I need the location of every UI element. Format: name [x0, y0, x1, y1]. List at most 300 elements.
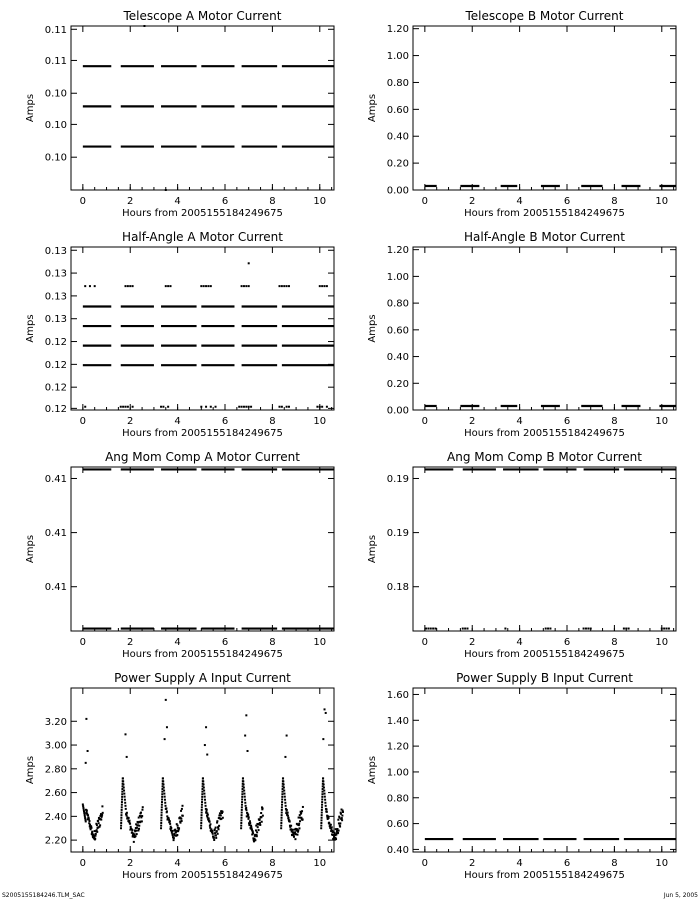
data-point	[245, 809, 247, 811]
data-point	[322, 738, 324, 740]
x-axis-label: Hours from 2005155184249675	[122, 208, 283, 219]
data-point	[205, 285, 207, 287]
x-tick-label: 10	[313, 416, 327, 427]
y-tick-label: 0.13	[44, 245, 67, 257]
x-tick-label: 10	[655, 196, 669, 207]
plot-frame	[413, 26, 676, 190]
data-point	[628, 628, 630, 630]
data-point	[321, 798, 323, 800]
data-point	[331, 826, 333, 828]
y-tick-label: 1.20	[386, 741, 409, 753]
data-point	[332, 831, 334, 833]
data-point	[625, 628, 627, 630]
data-point	[121, 798, 123, 800]
x-tick-label: 10	[655, 637, 669, 648]
x-tick-label: 6	[563, 196, 571, 207]
chart-title: Half-Angle B Motor Current	[464, 230, 625, 244]
y-axis-label: Amps	[367, 93, 378, 123]
data-point	[200, 406, 202, 408]
data-point	[286, 285, 288, 287]
x-tick-label: 2	[127, 196, 134, 207]
data-point	[241, 285, 243, 287]
data-point	[127, 406, 129, 408]
data-point	[549, 628, 551, 630]
data-point	[325, 805, 327, 807]
data-point	[161, 806, 163, 808]
data-point	[222, 817, 224, 819]
data-point	[122, 785, 124, 787]
y-tick-label: 0.13	[44, 291, 67, 303]
data-point	[241, 814, 243, 816]
data-point	[293, 836, 295, 838]
x-tick-label: 0	[79, 416, 87, 427]
data-point	[162, 778, 164, 780]
data-point	[140, 812, 142, 814]
data-point	[174, 829, 176, 831]
x-tick-label: 10	[313, 858, 327, 869]
data-point	[141, 815, 143, 817]
y-axis-label: Amps	[25, 534, 36, 564]
y-tick-label: 0.11	[44, 24, 67, 36]
data-point	[262, 807, 264, 809]
data-point	[324, 802, 326, 804]
plot-frame	[71, 26, 334, 190]
data-point	[342, 811, 344, 813]
y-tick-label: 0.19	[386, 528, 409, 540]
data-point	[583, 628, 585, 630]
data-point	[169, 820, 171, 822]
data-point	[181, 808, 183, 810]
data-point	[324, 793, 326, 795]
data-point	[216, 820, 218, 822]
x-tick-label: 8	[269, 637, 276, 648]
data-point	[281, 809, 283, 811]
data-point	[200, 827, 202, 829]
data-point	[259, 822, 261, 824]
data-point	[205, 726, 207, 728]
data-point	[215, 835, 217, 837]
data-point	[290, 825, 292, 827]
data-point	[96, 831, 98, 833]
data-point	[241, 796, 243, 798]
data-point	[166, 810, 168, 812]
data-point	[322, 785, 324, 787]
data-point	[129, 285, 131, 287]
data-point	[172, 834, 174, 836]
x-tick-label: 8	[611, 637, 618, 648]
data-point	[281, 796, 283, 798]
data-point	[136, 827, 138, 829]
y-tick-label: 0.12	[44, 382, 67, 394]
data-point	[256, 831, 258, 833]
data-point	[201, 793, 203, 795]
data-point	[215, 837, 217, 839]
data-point	[320, 822, 322, 824]
data-point	[204, 802, 206, 804]
data-point	[256, 835, 258, 837]
data-point	[324, 799, 326, 801]
data-point	[282, 780, 284, 782]
x-axis-label: Hours from 2005155184249675	[122, 428, 283, 439]
data-point	[585, 628, 587, 630]
data-point	[160, 819, 162, 821]
data-point	[124, 796, 126, 798]
x-tick-label: 6	[221, 858, 229, 869]
data-point	[281, 791, 283, 793]
data-point	[169, 823, 171, 825]
data-point	[661, 628, 663, 630]
data-point	[325, 712, 327, 714]
y-tick-label: 0.60	[386, 325, 409, 337]
data-point	[90, 827, 92, 829]
data-point	[93, 835, 95, 837]
y-tick-label: 0.80	[386, 298, 409, 310]
data-point	[206, 754, 208, 756]
chart-title: Telescope A Motor Current	[123, 9, 282, 23]
data-point	[280, 819, 282, 821]
data-point	[124, 285, 126, 287]
data-point	[245, 714, 247, 716]
data-point	[164, 796, 166, 798]
data-point	[132, 406, 134, 408]
data-point	[121, 788, 123, 790]
data-point	[178, 827, 180, 829]
data-point	[131, 829, 133, 831]
x-tick-label: 10	[655, 416, 669, 427]
data-point	[321, 801, 323, 803]
data-point	[125, 808, 127, 810]
data-point	[279, 406, 281, 408]
data-point	[425, 628, 427, 630]
data-point	[86, 809, 88, 811]
y-tick-label: 0.12	[44, 337, 67, 349]
data-point	[281, 801, 283, 803]
data-point	[324, 285, 326, 287]
data-point	[124, 805, 126, 807]
data-point	[126, 815, 128, 817]
data-point	[250, 406, 252, 408]
data-point	[321, 804, 323, 806]
data-point	[161, 812, 163, 814]
data-point	[208, 817, 210, 819]
data-point	[94, 285, 96, 287]
chart-panel-8	[367, 671, 676, 881]
data-point	[121, 801, 123, 803]
data-point	[340, 813, 342, 815]
data-point	[241, 806, 243, 808]
chart-title: Ang Mom Comp A Motor Current	[105, 450, 300, 464]
chart-title: Telescope B Motor Current	[465, 9, 624, 23]
data-point	[165, 699, 167, 701]
data-point	[284, 799, 286, 801]
y-tick-label: 0.60	[386, 819, 409, 831]
y-tick-label: 0.41	[44, 473, 67, 485]
data-point	[213, 837, 215, 839]
data-point	[280, 825, 282, 827]
data-point	[161, 809, 163, 811]
data-point	[121, 806, 123, 808]
x-tick-label: 2	[127, 416, 134, 427]
data-point	[243, 285, 245, 287]
data-point	[180, 818, 182, 820]
x-tick-label: 6	[221, 416, 229, 427]
data-point	[427, 628, 429, 630]
data-point	[88, 820, 90, 822]
data-point	[220, 814, 222, 816]
y-tick-label: 0.80	[386, 77, 409, 89]
x-tick-label: 8	[269, 858, 276, 869]
data-point	[135, 830, 137, 832]
plot-frame	[71, 467, 334, 631]
data-point	[127, 285, 129, 287]
data-point	[160, 817, 162, 819]
data-point	[281, 285, 283, 287]
y-tick-label: 1.00	[386, 767, 409, 779]
data-point	[165, 805, 167, 807]
y-tick-label: 0.12	[44, 359, 67, 371]
data-point	[120, 817, 122, 819]
data-point	[242, 788, 244, 790]
y-tick-label: 1.40	[386, 715, 409, 727]
x-tick-label: 8	[611, 416, 618, 427]
data-point	[182, 815, 184, 817]
data-point	[129, 823, 131, 825]
data-point	[257, 826, 259, 828]
data-point	[202, 788, 204, 790]
data-point	[280, 827, 282, 829]
data-point	[123, 793, 125, 795]
data-point	[283, 793, 285, 795]
data-point	[243, 406, 245, 408]
y-tick-label: 0.11	[44, 55, 67, 67]
data-point	[215, 827, 217, 829]
data-point	[248, 816, 250, 818]
data-point	[281, 793, 283, 795]
data-point	[120, 819, 122, 821]
data-point	[122, 783, 124, 785]
data-point	[241, 804, 243, 806]
data-point	[299, 820, 301, 822]
data-point	[288, 406, 290, 408]
data-point	[122, 406, 124, 408]
data-point	[249, 820, 251, 822]
data-point	[590, 628, 592, 630]
chart-title: Power Supply B Input Current	[456, 671, 633, 685]
data-point	[141, 809, 143, 811]
y-tick-label: 2.80	[44, 764, 67, 776]
data-point	[200, 817, 202, 819]
data-point	[244, 802, 246, 804]
data-point	[84, 406, 86, 408]
x-tick-label: 2	[469, 637, 476, 648]
x-axis-label: Hours from 2005155184249675	[464, 208, 625, 219]
data-point	[302, 806, 304, 808]
data-point	[288, 285, 290, 287]
data-point	[98, 822, 100, 824]
data-point	[435, 628, 437, 630]
data-point	[207, 285, 209, 287]
data-point	[203, 285, 205, 287]
x-tick-label: 2	[127, 637, 134, 648]
data-point	[341, 817, 343, 819]
data-point	[462, 628, 464, 630]
y-tick-label: 0.19	[386, 473, 409, 485]
y-tick-label: 0.12	[44, 403, 67, 415]
data-point	[341, 819, 343, 821]
y-tick-label: 0.41	[44, 528, 67, 540]
chart-panel-3	[25, 230, 334, 439]
data-point	[202, 785, 204, 787]
x-tick-label: 0	[79, 196, 87, 207]
chart-panel-7	[25, 671, 344, 881]
data-point	[121, 812, 123, 814]
data-point	[120, 827, 122, 829]
x-tick-label: 6	[563, 416, 571, 427]
data-point	[218, 828, 220, 830]
data-point	[210, 285, 212, 287]
data-point	[120, 822, 122, 824]
data-point	[245, 807, 247, 809]
data-point	[180, 810, 182, 812]
data-point	[545, 628, 547, 630]
data-point	[163, 793, 165, 795]
data-point	[296, 834, 298, 836]
data-point	[319, 285, 321, 287]
data-point	[170, 285, 172, 287]
data-point	[322, 788, 324, 790]
chart-panel-5	[25, 450, 334, 660]
data-point	[202, 780, 204, 782]
data-point	[320, 819, 322, 821]
data-point	[341, 815, 343, 817]
data-point	[282, 788, 284, 790]
data-point	[244, 796, 246, 798]
data-point	[217, 833, 219, 835]
x-tick-label: 0	[421, 416, 429, 427]
y-tick-label: 2.20	[44, 835, 67, 847]
data-point	[121, 804, 123, 806]
data-point	[242, 780, 244, 782]
data-point	[241, 812, 243, 814]
data-point	[84, 285, 86, 287]
data-point	[242, 783, 244, 785]
data-point	[201, 796, 203, 798]
data-point	[249, 822, 251, 824]
y-tick-label: 0.00	[386, 405, 409, 417]
data-point	[288, 817, 290, 819]
data-point	[320, 825, 322, 827]
data-point	[328, 817, 330, 819]
data-point	[128, 817, 130, 819]
data-point	[202, 783, 204, 785]
y-axis-label: Amps	[25, 93, 36, 123]
data-point	[623, 628, 625, 630]
data-point	[160, 406, 162, 408]
data-point	[282, 785, 284, 787]
data-point	[262, 815, 264, 817]
data-point	[209, 823, 211, 825]
y-tick-label: 1.20	[386, 24, 409, 36]
data-point	[284, 796, 286, 798]
x-tick-label: 4	[174, 196, 181, 207]
footer-date: Jun 5, 2005	[663, 892, 698, 899]
x-tick-label: 8	[269, 196, 276, 207]
data-point	[101, 814, 103, 816]
y-tick-label: 1.00	[386, 51, 409, 63]
data-point	[203, 793, 205, 795]
chart-title: Half-Angle A Motor Current	[122, 230, 283, 244]
x-tick-label: 4	[516, 196, 523, 207]
plot-frame	[71, 247, 334, 410]
data-point	[339, 826, 341, 828]
data-point	[244, 735, 246, 737]
y-tick-label: 1.20	[386, 245, 409, 257]
data-point	[95, 833, 97, 835]
data-point	[300, 812, 302, 814]
y-tick-label: 0.13	[44, 268, 67, 280]
y-axis-label: Amps	[367, 755, 378, 785]
data-point	[339, 817, 341, 819]
data-point	[322, 778, 324, 780]
y-tick-label: 3.20	[44, 716, 67, 728]
data-point	[248, 262, 250, 264]
data-point	[281, 817, 283, 819]
data-point	[247, 750, 249, 752]
data-point	[241, 791, 243, 793]
y-tick-label: 0.40	[386, 844, 409, 856]
data-point	[504, 628, 506, 630]
data-point	[214, 828, 216, 830]
data-point	[216, 830, 218, 832]
data-point	[321, 814, 323, 816]
data-point	[286, 735, 288, 737]
chart-panel-6	[367, 450, 676, 660]
data-point	[164, 799, 166, 801]
data-point	[289, 821, 291, 823]
plot-frame	[71, 688, 334, 852]
data-point	[337, 819, 339, 821]
data-point	[161, 798, 163, 800]
data-point	[161, 788, 163, 790]
data-point	[294, 838, 296, 840]
data-point	[215, 406, 217, 408]
data-point	[121, 791, 123, 793]
data-point	[205, 810, 207, 812]
x-tick-label: 10	[655, 858, 669, 869]
x-tick-label: 8	[269, 416, 276, 427]
data-point	[240, 825, 242, 827]
data-point	[132, 285, 134, 287]
data-point	[321, 285, 323, 287]
data-point	[121, 796, 123, 798]
data-point	[332, 834, 334, 836]
data-point	[292, 829, 294, 831]
data-point	[281, 806, 283, 808]
data-point	[126, 812, 128, 814]
data-point	[219, 812, 221, 814]
chart-panel-2	[367, 9, 676, 219]
data-point	[87, 750, 89, 752]
data-point	[294, 831, 296, 833]
data-point	[200, 285, 202, 287]
data-point	[167, 285, 169, 287]
data-point	[171, 830, 173, 832]
data-point	[326, 406, 328, 408]
data-point	[240, 817, 242, 819]
data-point	[279, 285, 281, 287]
data-point	[164, 802, 166, 804]
plot-frame	[413, 467, 676, 631]
